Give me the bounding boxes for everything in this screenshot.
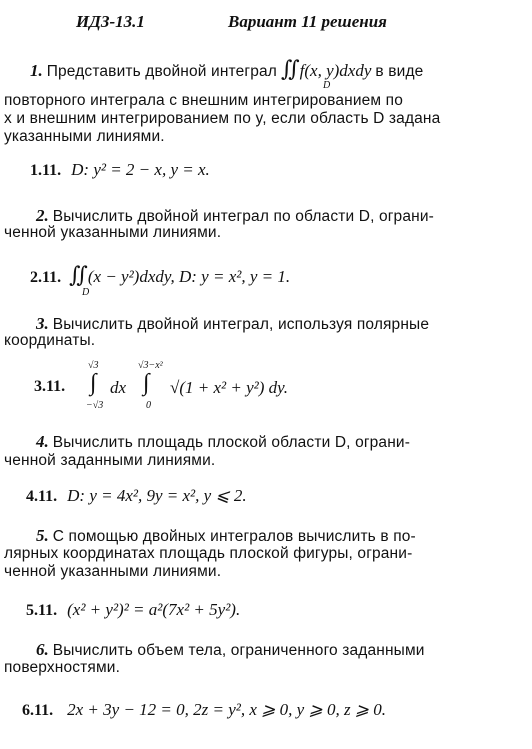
problem-5-11: 5.11. (x² + y²)² = a²(7x² + 5y²). — [26, 600, 241, 619]
task-2-line-2: ченной указанными линиями. — [4, 224, 222, 241]
outer-lower-limit: −√3 — [86, 400, 104, 411]
inner-upper-limit: √3−x² — [138, 360, 163, 371]
task-4-number: 4. — [36, 432, 49, 451]
task-2-number: 2. — [36, 206, 49, 225]
task-5-line-2: лярных координатах площадь плоской фигуры, ограни- — [4, 545, 413, 562]
task-4-line-1: 4. Вычислить площадь плоской области D, ограни- — [36, 432, 411, 451]
task-5-number: 5. — [36, 526, 49, 545]
integral-domain-label: D — [82, 287, 90, 298]
problem-4-11: 4.11. D: y = 4x², 9y = x², y ⩽ 2. — [26, 486, 247, 505]
double-integral-sign: ∬ — [280, 56, 300, 81]
task-1-number: 1. — [30, 61, 43, 80]
outer-differential: dx — [110, 378, 127, 397]
task-6-line-1: 6. Вычислить объем тела, ограниченного заданными — [36, 640, 425, 659]
task-3-line-2: координаты. — [4, 332, 96, 349]
task-3-line-1: 3. Вычислить двойной интеграл, используя полярные — [36, 314, 430, 333]
integral-domain-label: D — [323, 80, 331, 91]
task-1-line-3: x и внешним интегрированием по y, если область D задана — [4, 110, 441, 127]
inner-integral-sign: ∫ — [143, 370, 150, 396]
integrand: √(1 + x² + y²) dy. — [170, 378, 288, 397]
task-1-line-1: 1. Представить двойной интеграл ∬f(x, y)dxdy в виде — [30, 56, 424, 81]
assignment-code: ИДЗ-13.1 — [76, 12, 145, 31]
task-1-line-2: повторного интеграла с внешним интегрированием по — [4, 92, 403, 109]
inner-lower-limit: 0 — [146, 400, 151, 411]
task-4-line-2: ченной заданными линиями. — [4, 452, 216, 469]
task-2-line-1: 2. Вычислить двойной интеграл по области D, ограни- — [36, 206, 434, 225]
variant-title: Вариант 11 решения — [228, 12, 387, 31]
task-5-line-1: 5. С помощью двойных интегралов вычислить в по- — [36, 526, 416, 545]
task-1-line-4: указанными линиями. — [4, 128, 165, 145]
double-integral-sign: ∬ — [69, 262, 88, 287]
task-6-line-2: поверхностями. — [4, 659, 121, 676]
task-6-number: 6. — [36, 640, 49, 659]
task-3-number: 3. — [36, 314, 49, 333]
problem-3-11-number: 3.11. — [34, 378, 66, 395]
outer-upper-limit: √3 — [88, 360, 99, 371]
task-5-line-3: ченной указанными линиями. — [4, 563, 222, 580]
problem-6-11: 6.11. 2x + 3y − 12 = 0, 2z = y², x ⩾ 0, y ⩾ 0, z ⩾ 0. — [22, 700, 387, 719]
problem-1-11: 1.11. D: y² = 2 − x, y = x. — [30, 160, 210, 179]
problem-2-11: 2.11. ∬(x − y²)dxdy, D: y = x², y = 1. — [30, 262, 291, 287]
outer-integral-sign: ∫ — [90, 370, 97, 396]
